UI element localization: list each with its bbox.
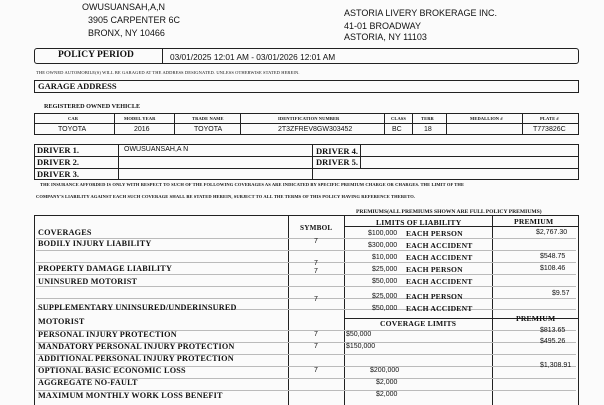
vehicle-header-plate: PLATE # [540,116,559,121]
sum-limit-1: $25,000 [372,293,398,300]
bi-limit-2: $300,000 [368,242,398,249]
um-limit-2: $50,000 [372,278,398,285]
premium-header-2: PREMIUM [516,314,556,323]
drivers-table [34,144,579,180]
pd-symbol: 7 [314,260,318,267]
driver-1-label: DRIVER 1. [37,145,80,155]
bi-limit-2-type: EACH ACCIDENT [406,241,473,250]
vehicle-header-trade-name: TRADE NAME [192,116,224,121]
insurance-notice-line-2: COMPANY'S LIABILITY AGAINST EACH SUCH COVERAGE SHALL BE STATED HEREIN, SUBJECT TO ALL THE TERMS OF THIS POLICY HAVING REFERENCE THERETO. [36,194,416,199]
bi-limit-1: $100,000 [368,230,398,237]
coverage-property-damage: PROPERTY DAMAGE LIABILITY [38,264,173,273]
sum-premium: $9.57 [552,290,570,297]
um-limit-1: $25,000 [372,266,398,273]
pip-symbol: 7 [314,331,318,338]
mpip-symbol: 7 [314,343,318,350]
mwlb-limit: $2,000 [376,391,398,398]
limits-header: LIMITS OF LIABILITY [376,218,462,227]
um-limit-1-type: EACH PERSON [406,265,463,274]
insured-city: BRONX, NY 10466 [88,28,165,38]
policy-period-value: 03/01/2025 12:01 AM - 03/01/2026 12:01 AM [170,52,336,62]
um-premium: $108.46 [540,265,566,272]
coverage-pip: PERSONAL INJURY PROTECTION [38,330,177,339]
coverage-aggregate-no-fault: AGGREGATE NO-FAULT [38,378,138,387]
driver-5-label: DRIVER 5. [316,157,359,167]
bi-premium: $2,767.30 [536,229,568,236]
vehicle-header-terr: TERR [421,116,434,121]
coverage-mandatory-pip: MANDATORY PERSONAL INJURY PROTECTION [38,342,235,351]
coverage-uninsured-motorist: UNINSURED MOTORIST [38,277,138,286]
vehicle-model-year: 2016 [134,126,150,133]
mpip-premium: $495.26 [540,338,566,345]
coverage-limits-header: COVERAGE LIMITS [380,319,457,328]
symbol-header: SYMBOL [300,224,333,232]
bi-symbol: 7 [314,238,318,245]
driver-1-value: OWUSUANSAH,A N [124,146,189,153]
coverage-additional-pip: ADDITIONAL PERSONAL INJURY PROTECTION [38,354,234,363]
garage-address-label: GARAGE ADDRESS [38,81,117,91]
sum-symbol: 7 [314,296,318,303]
driver-4-label: DRIVER 4. [316,146,359,156]
vehicle-terr: 18 [424,126,432,133]
coverage-supplementary-um-line-2: MOTORIST [38,317,85,326]
pip-premium: $813.65 [540,327,566,334]
pip-limit: $50,000 [346,331,372,338]
broker-street: 41-01 BROADWAY [344,21,422,31]
pd-limit: $10,000 [372,254,398,261]
vehicle-header-id-number: IDENTIFICATION NUMBER [278,116,340,121]
vehicle-plate: T773826C [533,126,566,133]
vehicle-car: TOYOTA [58,126,87,133]
vehicle-header-car: CAR [68,116,79,121]
premium-note: PREMIUMS(ALL PREMIUMS SHOWN ARE FULL POLICY PREMIUMS) [356,209,542,215]
vehicle-header-medallion: MEDALLION # [470,116,503,121]
garage-notice: THE OWNED AUTOMOBILE(S) WILL BE GARAGED AT THE ADDRESS DESIGNATED. UNLESS OTHERWISE STATED HEREIN. [36,70,300,75]
vehicle-header-class: CLASS [391,116,407,121]
um-symbol: 7 [314,268,318,275]
sum-limit-1-type: EACH PERSON [406,292,463,301]
bi-limit-1-type: EACH PERSON [406,229,463,238]
insurance-notice-line-1: THE INSURANCE AFFORDED IS ONLY WITH RESPECT TO SUCH OF THE FOLLOWING COVERAGES AS ARE INDICATED BY SPECIFIC PREMIUM CHARGE OR CHARGES. THE LIMIT OF THE [40,182,465,187]
coverage-obel: OPTIONAL BASIC ECONOMIC LOSS [38,366,186,375]
obel-limit: $200,000 [370,367,400,374]
insured-name: OWUSUANSAH,A,N [82,2,166,12]
um-limit-2-type: EACH ACCIDENT [406,277,473,286]
obel-symbol: 7 [314,367,318,374]
vehicle-id-number: 2T3ZFREV8GW303452 [278,126,353,133]
coverages-header: COVERAGES [38,228,92,237]
vehicle-class: BC [392,126,402,133]
sum-limit-2: $50,000 [372,305,398,312]
coverage-bodily-injury: BODILY INJURY LIABILITY [38,239,152,248]
broker-name: ASTORIA LIVERY BROKERAGE INC. [344,8,498,18]
vehicle-header-model-year: MODEL YEAR [124,116,156,121]
registered-vehicle-label: REGISTERED OWNED VEHICLE [44,103,141,110]
policy-period-label: POLICY PERIOD [58,50,134,60]
sum-limit-2-type: EACH ACCIDENT [406,304,473,313]
driver-3-label: DRIVER 3. [37,169,80,179]
coverage-supplementary-um-line-1: SUPPLEMENTARY UNINSURED/UNDERINSURED [38,303,237,312]
anf-limit: $2,000 [376,379,398,386]
insured-street: 3905 CARPENTER 6C [88,15,181,25]
obel-premium: $1,308.91 [540,362,572,369]
driver-2-label: DRIVER 2. [37,157,80,167]
pd-limit-type: EACH ACCIDENT [406,253,473,262]
broker-city: ASTORIA, NY 11103 [344,32,427,42]
coverage-max-monthly-work-loss: MAXIMUM MONTHLY WORK LOSS BENEFIT [38,391,223,400]
premium-header: PREMIUM [514,217,554,226]
pd-premium: $548.75 [540,253,566,260]
vehicle-trade-name: TOYOTA [194,126,223,133]
mpip-limit: $150,000 [346,343,376,350]
